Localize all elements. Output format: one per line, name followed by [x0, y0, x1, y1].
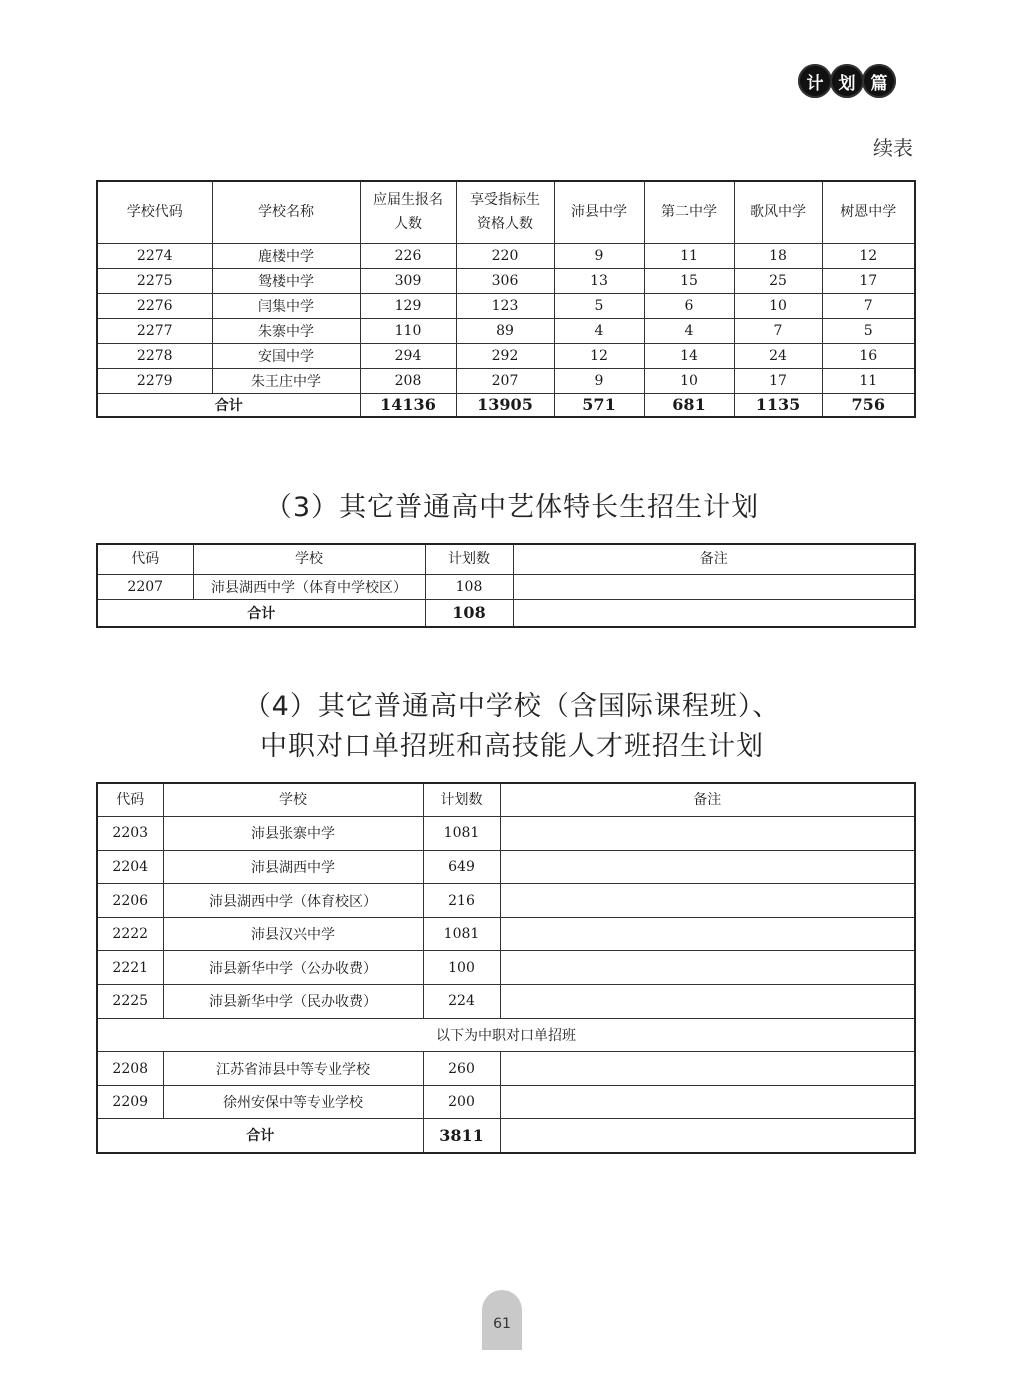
cell-quota: 220 — [456, 243, 554, 268]
cell-peixian: 9 — [554, 368, 644, 393]
table-row — [97, 817, 915, 851]
cell-applicants: 226 — [360, 243, 456, 268]
cell-shuen: 12 — [822, 243, 915, 268]
cell-applicants: 129 — [360, 293, 456, 318]
total-plan: 108 — [425, 599, 513, 627]
col-second-school: 第二中学 — [644, 181, 734, 243]
cell-school: 沛县汉兴中学 — [163, 917, 423, 951]
cell-gefeng: 17 — [734, 368, 822, 393]
cell-second: 15 — [644, 268, 734, 293]
cell-school-name: 闫集中学 — [212, 293, 360, 318]
section-4-title-line2: 中职对口单招班和高技能人才班招生计划 — [260, 731, 764, 762]
cell-gefeng: 25 — [734, 268, 822, 293]
cell-quota: 306 — [456, 268, 554, 293]
cell-gefeng: 18 — [734, 243, 822, 268]
total-shuen: 756 — [822, 393, 915, 417]
cell-plan: 649 — [423, 850, 500, 884]
cell-shuen: 5 — [822, 318, 915, 343]
cell-school: 沛县湖西中学（体育校区） — [163, 884, 423, 918]
col-code: 代码 — [97, 783, 163, 817]
cell-plan: 216 — [423, 884, 500, 918]
table-row — [97, 1085, 915, 1119]
continued-label: 续表 — [873, 136, 913, 160]
col-applicants: 应届生报名 人数 — [360, 181, 456, 243]
col-code: 代码 — [97, 544, 193, 574]
cell-school-code: 2279 — [97, 368, 212, 393]
total-remarks — [513, 599, 915, 627]
cell-code: 2222 — [97, 917, 163, 951]
divider-row — [97, 1018, 915, 1052]
cell-school-name: 安国中学 — [212, 343, 360, 368]
cell-code: 2209 — [97, 1085, 163, 1119]
cell-code: 2221 — [97, 951, 163, 985]
table-row — [97, 268, 915, 293]
arts-sports-table — [96, 543, 916, 628]
cell-school: 沛县张寨中学 — [163, 817, 423, 851]
total-remarks — [500, 1119, 915, 1153]
cell-peixian: 13 — [554, 268, 644, 293]
cell-second: 10 — [644, 368, 734, 393]
cell-gefeng: 10 — [734, 293, 822, 318]
total-row — [97, 599, 915, 627]
cell-quota: 207 — [456, 368, 554, 393]
cell-school: 沛县湖西中学（体育中学校区） — [193, 574, 425, 599]
cell-school: 徐州安保中等专业学校 — [163, 1085, 423, 1119]
divider-label: 以下为中职对口单招班 — [97, 1018, 915, 1052]
cell-code: 2207 — [97, 574, 193, 599]
col-school: 学校 — [163, 783, 423, 817]
table-header-row — [97, 783, 915, 817]
cell-remarks — [500, 884, 915, 918]
cell-second: 11 — [644, 243, 734, 268]
cell-remarks — [500, 1085, 915, 1119]
table-row — [97, 243, 915, 268]
cell-school-name: 朱寨中学 — [212, 318, 360, 343]
cell-school-code: 2274 — [97, 243, 212, 268]
other-schools-table — [96, 782, 916, 1154]
section-logo — [798, 64, 894, 98]
col-remarks: 备注 — [500, 783, 915, 817]
cell-quota: 123 — [456, 293, 554, 318]
table-row — [97, 951, 915, 985]
cell-code: 2203 — [97, 817, 163, 851]
total-label: 合计 — [97, 599, 425, 627]
total-applicants: 14136 — [360, 393, 456, 417]
col-plan: 计划数 — [425, 544, 513, 574]
logo-char-3: 篇 — [862, 64, 896, 98]
cell-school-code: 2276 — [97, 293, 212, 318]
cell-shuen: 17 — [822, 268, 915, 293]
col-school: 学校 — [193, 544, 425, 574]
cell-applicants: 208 — [360, 368, 456, 393]
table-row — [97, 574, 915, 599]
cell-code: 2208 — [97, 1052, 163, 1086]
cell-shuen: 7 — [822, 293, 915, 318]
quota-table — [96, 180, 916, 418]
cell-code: 2204 — [97, 850, 163, 884]
section-4-title-line1: （4）其它普通高中学校（含国际课程班）、 — [243, 691, 781, 722]
cell-code: 2206 — [97, 884, 163, 918]
col-school-code: 学校代码 — [97, 181, 212, 243]
cell-applicants: 294 — [360, 343, 456, 368]
total-second: 681 — [644, 393, 734, 417]
table-row — [97, 343, 915, 368]
cell-school-code: 2278 — [97, 343, 212, 368]
cell-school-code: 2275 — [97, 268, 212, 293]
cell-school-name: 鸳楼中学 — [212, 268, 360, 293]
page-number: 61 — [482, 1290, 522, 1350]
cell-remarks — [500, 1052, 915, 1086]
total-quota: 13905 — [456, 393, 554, 417]
total-label: 合计 — [97, 393, 360, 417]
cell-plan: 1081 — [423, 817, 500, 851]
cell-gefeng: 24 — [734, 343, 822, 368]
cell-second: 6 — [644, 293, 734, 318]
col-plan: 计划数 — [423, 783, 500, 817]
table-row — [97, 917, 915, 951]
cell-gefeng: 7 — [734, 318, 822, 343]
cell-second: 14 — [644, 343, 734, 368]
cell-plan: 224 — [423, 985, 500, 1019]
table-row — [97, 318, 915, 343]
logo-char-2: 划 — [830, 64, 864, 98]
table-row — [97, 368, 915, 393]
cell-peixian: 12 — [554, 343, 644, 368]
cell-shuen: 16 — [822, 343, 915, 368]
cell-quota: 292 — [456, 343, 554, 368]
cell-remarks — [500, 850, 915, 884]
section-3-title: （3）其它普通高中艺体特长生招生计划 — [264, 492, 760, 523]
col-gefeng-school: 歌风中学 — [734, 181, 822, 243]
cell-remarks — [513, 574, 915, 599]
cell-plan: 200 — [423, 1085, 500, 1119]
table-row — [97, 884, 915, 918]
table-row — [97, 1052, 915, 1086]
cell-peixian: 4 — [554, 318, 644, 343]
total-row — [97, 393, 915, 417]
cell-school: 江苏省沛县中等专业学校 — [163, 1052, 423, 1086]
cell-remarks — [500, 817, 915, 851]
cell-peixian: 5 — [554, 293, 644, 318]
cell-code: 2225 — [97, 985, 163, 1019]
col-school-name: 学校名称 — [212, 181, 360, 243]
cell-school-name: 朱王庄中学 — [212, 368, 360, 393]
total-plan: 3811 — [423, 1119, 500, 1153]
table-header-row — [97, 181, 915, 243]
col-peixian-school: 沛县中学 — [554, 181, 644, 243]
cell-shuen: 11 — [822, 368, 915, 393]
cell-remarks — [500, 985, 915, 1019]
total-row — [97, 1119, 915, 1153]
cell-school-code: 2277 — [97, 318, 212, 343]
col-remarks: 备注 — [513, 544, 915, 574]
table-row — [97, 293, 915, 318]
cell-plan: 260 — [423, 1052, 500, 1086]
cell-peixian: 9 — [554, 243, 644, 268]
cell-applicants: 110 — [360, 318, 456, 343]
cell-quota: 89 — [456, 318, 554, 343]
table-row — [97, 850, 915, 884]
cell-school-name: 鹿楼中学 — [212, 243, 360, 268]
cell-plan: 1081 — [423, 917, 500, 951]
col-shuen-school: 树恩中学 — [822, 181, 915, 243]
cell-plan: 108 — [425, 574, 513, 599]
total-label: 合计 — [97, 1119, 423, 1153]
cell-school: 沛县新华中学（公办收费） — [163, 951, 423, 985]
cell-school: 沛县湖西中学 — [163, 850, 423, 884]
cell-plan: 100 — [423, 951, 500, 985]
col-quota-eligible: 享受指标生 资格人数 — [456, 181, 554, 243]
table-header-row — [97, 544, 915, 574]
cell-remarks — [500, 951, 915, 985]
cell-second: 4 — [644, 318, 734, 343]
cell-school: 沛县新华中学（民办收费） — [163, 985, 423, 1019]
cell-applicants: 309 — [360, 268, 456, 293]
total-peixian: 571 — [554, 393, 644, 417]
total-gefeng: 1135 — [734, 393, 822, 417]
cell-remarks — [500, 917, 915, 951]
logo-char-1: 计 — [798, 64, 832, 98]
table-row — [97, 985, 915, 1019]
